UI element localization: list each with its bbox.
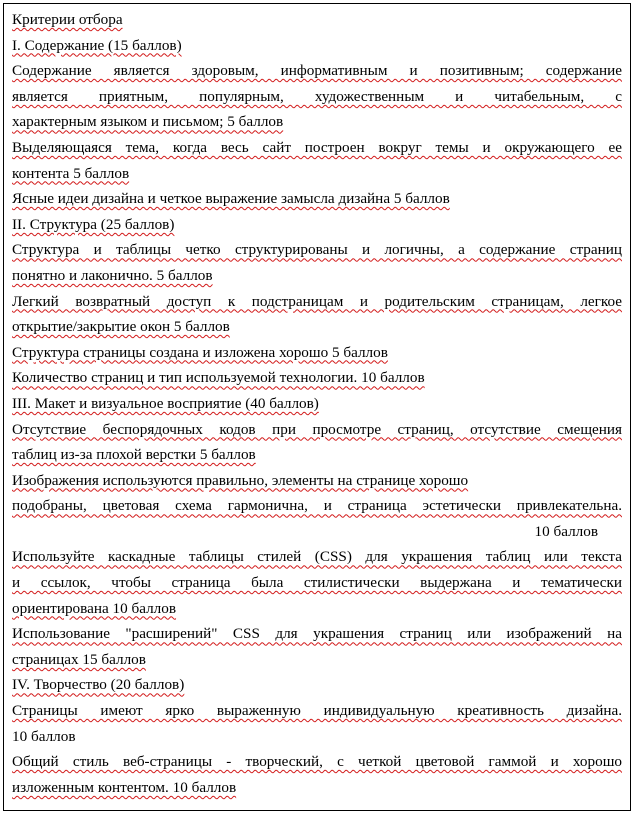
- criterion-line: страницах 15 баллов: [12, 650, 146, 668]
- criterion-line: Содержание является здоровым, информативным и позитивным; содержание: [12, 62, 622, 80]
- criterion-line: Использование "расширений" CSS для украшения страниц или изображений на: [12, 625, 622, 643]
- criterion-line: Отсутствие беспорядочных кодов при просмотре страниц, отсутствие смещения: [12, 420, 622, 438]
- criterion-line: является приятным, популярным, художественным и читабельным, с: [12, 87, 622, 105]
- criterion-line: ориентирована 10 баллов: [12, 599, 177, 617]
- criterion-line: таблиц из-за плохой верстки 5 баллов: [12, 446, 256, 464]
- document-title: Критерии отбора: [12, 11, 123, 28]
- criterion-line: контента 5 баллов: [12, 164, 130, 182]
- criterion-line: и ссылок, чтобы страница была стилистически выдержана и тематически: [12, 574, 622, 592]
- criterion-line: характерным языком и письмом; 5 баллов: [12, 113, 284, 131]
- criteria-document: [3, 3, 631, 811]
- section-heading-3: III. Макет и визуальное восприятие (40 баллов): [12, 394, 319, 412]
- criterion-line: 10 баллов: [12, 727, 76, 745]
- criterion-line: Структура страницы создана и изложена хорошо 5 баллов: [12, 343, 388, 361]
- criterion-line: подобраны, цветовая схема гармонична, и страница эстетически привлекательна.: [12, 497, 622, 515]
- criterion-line: Легкий возвратный доступ к подстраницам и родительским страницам, легкое: [12, 292, 622, 310]
- criterion-line: изложенным контентом. 10 баллов: [12, 778, 237, 796]
- criterion-line: Количество страниц и тип используемой технологии. 10 баллов: [12, 369, 425, 387]
- criterion-line: Страницы имеют ярко выраженную индивидуальную креативность дизайна.: [12, 702, 622, 720]
- criterion-line: Используйте каскадные таблицы стилей (CSS) для украшения таблиц или текста: [12, 548, 622, 566]
- criterion-line: Общий стиль веб-страницы - творческий, с четкой цветовой гаммой и хорошо: [12, 753, 622, 771]
- section-heading-2: II. Структура (25 баллов): [12, 215, 175, 233]
- criterion-line: открытие/закрытие окон 5 баллов: [12, 318, 230, 336]
- criterion-line: Выделяющаяся тема, когда весь сайт построен вокруг темы и окружающего ее: [12, 138, 622, 156]
- section-heading-1: I. Содержание (15 баллов): [12, 36, 182, 54]
- section-heading-4: IV. Творчество (20 баллов): [12, 676, 185, 694]
- criterion-line: Структура и таблицы четко структурированы и логичны, а содержание страниц: [12, 241, 622, 259]
- criterion-line: понятно и лаконично. 5 баллов: [12, 266, 213, 284]
- criterion-line: Изображения используются правильно, элементы на странице хорошо: [12, 471, 469, 489]
- criterion-line: 10 баллов: [534, 522, 598, 540]
- criterion-line: Ясные идеи дизайна и четкое выражение замысла дизайна 5 баллов: [12, 190, 450, 208]
